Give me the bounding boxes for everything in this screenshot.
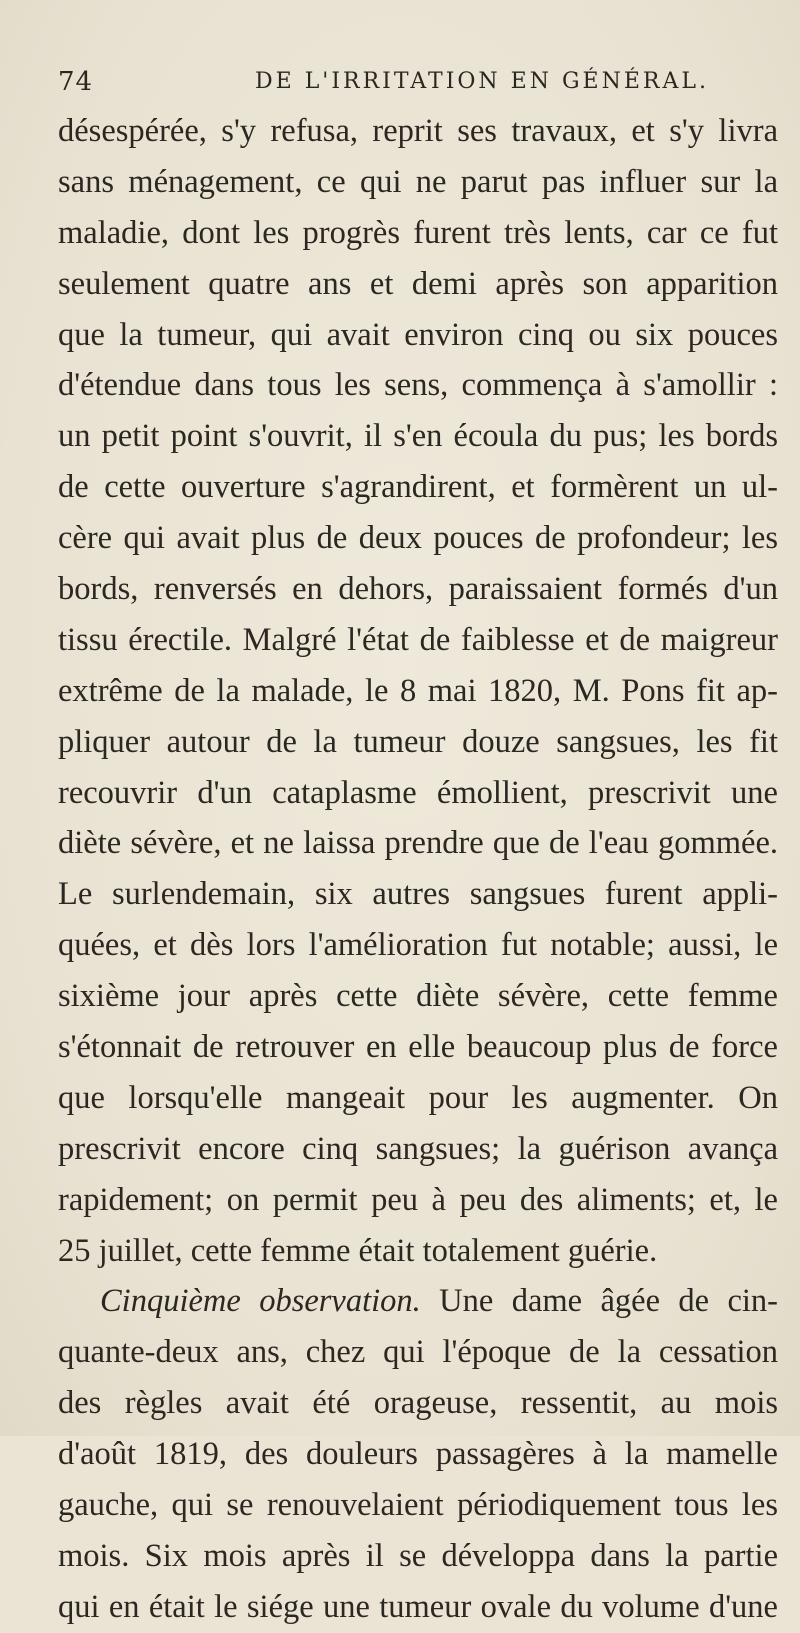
text-line: bords, renversés en dehors, paraissaient formés d'un [58, 571, 778, 608]
text-line: désespérée, s'y refusa, reprit ses travaux, et s'y livra [58, 113, 778, 149]
text-line: Le surlendemain, six autres sangsues furent appli- [58, 876, 778, 913]
text-line: mois. Six mois après il se développa dans la partie [58, 1537, 778, 1574]
text-line: quante-deux ans, chez qui l'époque de la cessation [58, 1334, 778, 1371]
observation-heading-line [58, 1276, 778, 1327]
text-line: d'août 1819, des douleurs passagères à la mamelle [58, 1436, 778, 1473]
body-text [58, 106, 778, 1633]
text-line: d'étendue dans tous les sens, commença à s'amollir : [58, 367, 778, 404]
text-line: gauche, qui se renouvelaient périodiquement tous les [58, 1487, 778, 1524]
text-line: maladie, dont les progrès furent très lents, car ce fut [58, 214, 778, 251]
text-line: de cette ouverture s'agrandirent, et formèrent un ul- [58, 469, 778, 506]
observation-title: Cinquième observation. [100, 1283, 421, 1320]
text-line: pliquer autour de la tumeur douze sangsues, les fit [58, 723, 778, 760]
text-line: des règles avait été orageuse, ressentit, au mois [58, 1385, 778, 1422]
text-line: prescrivit encore cinq sangsues; la guérison avança [58, 1130, 778, 1167]
text-line: sixième jour après cette diète sévère, cette femme [58, 978, 778, 1015]
text-line: rapidement; on permit peu à peu des aliments; et, le [58, 1181, 778, 1218]
observation-heading-rest: Une dame âgée de cin- [420, 1283, 778, 1320]
text-line: cère qui avait plus de deux pouces de profondeur; les [58, 520, 778, 557]
text-line: un petit point s'ouvrit, il s'en écoula du pus; les bords [58, 418, 778, 455]
text-line: extrême de la malade, le 8 mai 1820, M. Pons fit ap- [58, 672, 778, 709]
text-line: 25 juillet, cette femme était totalement guérie. [58, 1232, 658, 1269]
text-line: que la tumeur, qui avait environ cinq ou six pouces [58, 316, 778, 353]
text-line: recouvrir d'un cataplasme émollient, prescrivit une [58, 774, 778, 811]
page-header [58, 62, 778, 102]
text-line: sans ménagement, ce qui ne parut pas influer sur la [58, 163, 778, 200]
page-number: 74 [58, 67, 94, 97]
text-line: qui en était le siége une tumeur ovale du volume d'une [58, 1588, 778, 1625]
text-line: seulement quatre ans et demi après son apparition [58, 265, 778, 302]
text-line: quées, et dès lors l'amélioration fut notable; aussi, le [58, 927, 778, 964]
text-line: diète sévère, et ne laissa prendre que de l'eau gommée. [58, 825, 778, 862]
text-line: que lorsqu'elle mangeait pour les augmenter. On [58, 1079, 778, 1116]
text-line: tissu érectile. Malgré l'état de faiblesse et de maigreur [58, 621, 778, 658]
text-line: s'étonnait de retrouver en elle beaucoup plus de force [58, 1029, 778, 1066]
running-head: DE L'IRRITATION EN GÉNÉRAL. [255, 69, 709, 94]
